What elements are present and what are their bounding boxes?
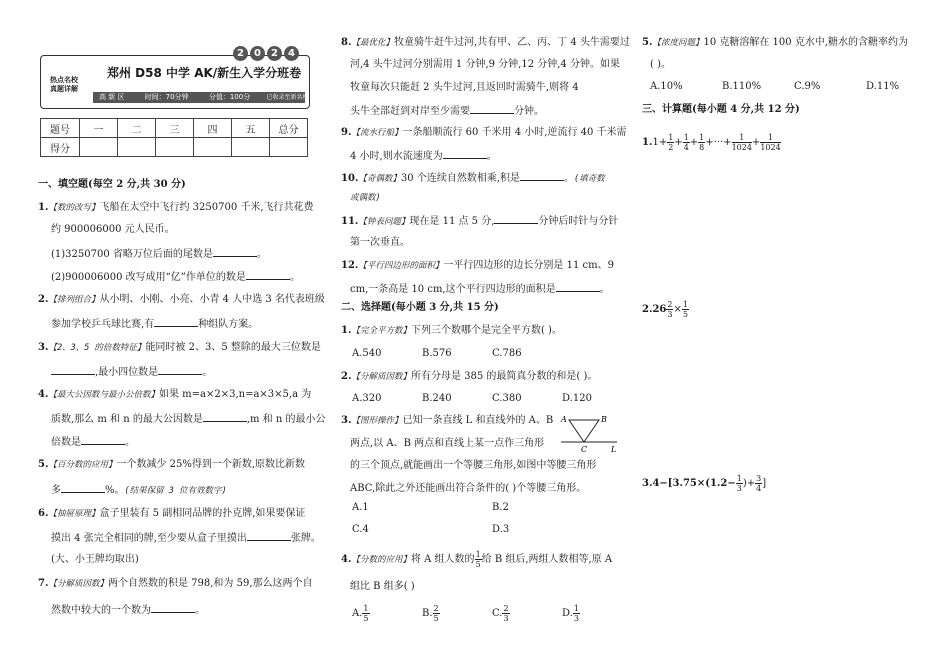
answer-blank[interactable] — [203, 411, 247, 422]
question-5-cont: 多 %。(结果保留 3 位有效数字) — [51, 482, 227, 498]
label-l: L — [611, 445, 617, 454]
fraction: $\frac{1}{3}$ — [736, 474, 742, 493]
question-5: 5.【百分数的应用】一个数减少 25%得到一个新数,原数比新数 — [38, 459, 306, 470]
question-2-cont: 参加学校乒乓球比赛,有 种组队方案。 — [51, 316, 258, 332]
hot-school-badge: 热点名校 真题详解 — [50, 76, 78, 93]
calc-1: 1.1+ $\frac{1}{2}$ + $\frac{1}{4}$ + $\frac{1}{8}$ +···+ $\frac{1}{1024}$ + $\frac{1}{1024}$ — [642, 133, 781, 152]
choice-option[interactable]: C.380 — [492, 393, 522, 404]
table-cell: 五 — [232, 119, 270, 138]
calc-3: 3.4−[3.75×(1.2− $\frac{1}{3}$ )+ $\frac{3}{4}$ ] — [642, 474, 767, 493]
fraction: $\frac{1}{1024}$ — [760, 133, 781, 152]
choice-5: 5.【浓度问题】10 克糖溶解在 100 克水中,糖水的含糖率约为 — [642, 37, 908, 48]
score-input-cell[interactable] — [194, 138, 232, 157]
choice-1: 1.【完全平方数】下列三个数哪个是完全平方数( )。 — [341, 325, 562, 336]
section-fill-blank: 一、填空题(每空 2 分,共 30 分) — [38, 179, 186, 190]
calc-2: 2.26 $\frac{2}{3}$ × $\frac{1}{5}$ — [642, 300, 688, 319]
fraction: $\frac{1}{8}$ — [699, 133, 705, 152]
label-b: B — [601, 415, 607, 424]
choice-option[interactable]: B. $\frac{2}{5}$ — [422, 604, 439, 623]
choice-option[interactable]: A.540 — [352, 348, 382, 359]
choice-option[interactable]: D.11% — [866, 81, 900, 92]
label-c: C — [581, 445, 588, 454]
exam-header — [40, 48, 310, 109]
answer-blank[interactable] — [154, 316, 198, 327]
year-digit: 2 — [233, 46, 248, 61]
question-4: 4.【最大公因数与最小公倍数】如果 m=a×2×3,n=a×3×5,a 为 — [38, 389, 312, 400]
answer-blank[interactable] — [247, 530, 291, 541]
question-10-cont: 或偶数) — [350, 193, 381, 203]
table-cell: 得分 — [41, 138, 80, 157]
year-digit: 2 — [267, 46, 282, 61]
question-9: 9.【流水行船】一条船顺流行 60 千米用 4 小时,逆流行 40 千米需 — [341, 127, 627, 138]
table-cell: 四 — [194, 119, 232, 138]
choice-option[interactable]: C.9% — [794, 81, 821, 92]
fraction: $\frac{1}{5}$ — [682, 300, 688, 319]
choice-option[interactable]: C.786 — [492, 348, 522, 359]
table-cell: 二 — [118, 119, 156, 138]
choice-2: 2.【分解质因数】所有分母是 385 的最简真分数的和是( )。 — [341, 371, 598, 382]
choice-3: 3.【图形操作】已知一条直线 L 和直线外的 A、B — [341, 415, 554, 426]
question-8-cont: 河,4 头牛过河分别需用 1 分钟,9 分钟,12 分钟,4 分钟。如果 — [350, 59, 620, 70]
answer-blank[interactable] — [158, 364, 202, 375]
choice-4-cont: 组比 B 组多( ) — [350, 581, 415, 592]
table-cell: 一 — [80, 119, 118, 138]
answer-blank[interactable] — [51, 364, 95, 375]
question-2: 2.【排列组合】从小明、小刚、小亮、小青 4 人中选 3 名代表班级 — [38, 294, 325, 305]
score-input-cell[interactable] — [232, 138, 270, 157]
answer-blank[interactable] — [151, 602, 195, 613]
question-1-part1: (1)3250700 省略万位后面的尾数是 。 — [51, 246, 267, 262]
choice-option[interactable]: D.120 — [562, 393, 592, 404]
choice-option[interactable]: B.110% — [722, 81, 762, 92]
fraction: $\frac{1}{2}$ — [668, 133, 674, 152]
choice-3-cont2: 的三个顶点,就能画出一个等腰三角形,如图中等腰三角形 — [350, 460, 597, 471]
choice-option[interactable]: A.10% — [650, 81, 683, 92]
choice-option[interactable]: D.3 — [492, 524, 510, 535]
answer-blank[interactable] — [494, 213, 538, 224]
score-table-header-row — [41, 119, 308, 138]
answer-blank[interactable] — [61, 482, 105, 493]
question-3-cont: ,最小四位数是 。 — [51, 364, 212, 380]
choice-option[interactable]: B.2 — [492, 502, 509, 513]
question-11-cont: 第一次垂直。 — [350, 237, 410, 248]
fraction: $\frac{1}{4}$ — [683, 133, 689, 152]
score-table — [40, 118, 308, 157]
score-table-score-row — [41, 138, 308, 157]
year-badge — [233, 46, 299, 61]
question-1-cont: 约 900006000 元人民币。 — [51, 224, 175, 235]
score-input-cell[interactable] — [118, 138, 156, 157]
choice-option[interactable]: B.576 — [422, 348, 452, 359]
answer-blank[interactable] — [213, 246, 257, 257]
choice-option[interactable]: D. $\frac{1}{3}$ — [562, 604, 579, 623]
question-8-cont2: 牧童每次只能赶 2 头牛过河,且返回时需骑牛,则将 4 — [350, 82, 579, 93]
question-6: 6.【抽屉原理】盒子里装有 5 副相同品牌的扑克牌,如果要保证 — [38, 508, 306, 519]
question-11: 11.【钟表问题】现在是 11 点 5 分, 分钟后时针与分针 — [341, 213, 618, 229]
question-4-cont: 质数,那么 m 和 n 的最大公因数是 ,m 和 n 的最小公 — [51, 411, 325, 427]
info-bar — [93, 92, 309, 103]
question-4-cont2: 倍数是 。 — [51, 434, 135, 450]
district: 高 新 区 — [99, 93, 125, 101]
table-cell: 总分 — [270, 119, 308, 138]
total-score: 分值：100分 — [208, 93, 251, 101]
choice-3-cont: 两点,以 A、B 两点和直线上某一点作三角形 — [350, 438, 545, 449]
source-tag: 已收录至新名校 — [266, 94, 309, 101]
question-7-cont: 然数中较大的一个数为 。 — [51, 602, 205, 618]
time-limit: 时间：70分钟 — [144, 93, 189, 101]
exam-title: 郑州 D58 中学 AK/新生入学分班卷 — [107, 66, 302, 80]
fraction: $\frac{1}{1024}$ — [731, 133, 752, 152]
table-cell: 三 — [156, 119, 194, 138]
answer-blank[interactable] — [470, 103, 514, 114]
question-8: 8.【最优化】牧童骑牛赶牛过河,共有甲、乙、丙、丁 4 头牛需要过 — [341, 37, 630, 48]
question-6-cont: 摸出 4 张完全相同的牌,至少要从盒子里摸出 张牌。 — [51, 530, 321, 546]
choice-option[interactable]: C.4 — [352, 524, 369, 535]
table-cell: 题号 — [41, 119, 80, 138]
year-digit: 4 — [284, 46, 299, 61]
question-3: 3.【2、3、5 的倍数特征】能同时被 2、3、5 整除的最大三位数是 — [38, 342, 321, 353]
choice-option[interactable]: A. $\frac{1}{5}$ — [352, 604, 369, 623]
answer-blank[interactable] — [443, 148, 487, 159]
answer-blank[interactable] — [556, 281, 600, 292]
answer-blank[interactable] — [81, 434, 125, 445]
question-6-note: (大、小王牌均取出) — [51, 554, 139, 565]
question-8-cont3: 头牛全部赶到对岸至少需要 分钟。 — [350, 103, 544, 119]
choice-option[interactable]: A.1 — [352, 502, 369, 513]
question-10: 10.【奇偶数】30 个连续自然数相乘,积是 。(填奇数 — [341, 170, 605, 186]
choice-4: 4.【分数的应用】将 A 组人数的 $\frac{1}{5}$ 给 B 组后,两组人数相等,原 A — [341, 550, 613, 569]
choice-option[interactable]: C. $\frac{2}{3}$ — [492, 604, 509, 623]
question-1: 1.【数的改写】飞船在太空中飞行约 3250700 千米,飞行共花费 — [38, 202, 314, 213]
choice-3-cont3: ABC,除此之外还能画出符合条件的( )个等腰三角形。 — [350, 483, 587, 494]
section-calculation: 三、计算题(每小题 4 分,共 12 分) — [642, 104, 800, 115]
score-input-cell[interactable] — [270, 138, 308, 157]
answer-blank[interactable] — [246, 269, 290, 280]
choice-option[interactable]: A.320 — [352, 393, 382, 404]
question-12: 12.【平行四边形的面积】一平行四边形的边长分别是 11 cm、9 — [341, 260, 614, 271]
score-input-cell[interactable] — [80, 138, 118, 157]
choice-5-cont: ( )。 — [650, 59, 671, 70]
question-12-cont: cm,一条高是 10 cm,这个平行四边形的面积是 。 — [350, 281, 610, 297]
fraction: $\frac{1}{5}$ — [475, 550, 481, 569]
fraction: $\frac{3}{4}$ — [756, 474, 762, 493]
year-digit: 0 — [250, 46, 265, 61]
choice-option[interactable]: B.240 — [422, 393, 452, 404]
section-choice: 二、选择题(每小题 3 分,共 15 分) — [341, 302, 499, 313]
triangle-abc — [569, 420, 599, 442]
score-input-cell[interactable] — [156, 138, 194, 157]
question-7: 7.【分解质因数】两个自然数的积是 798,和为 59,那么这两个自 — [38, 578, 313, 589]
isosceles-triangle-diagram — [557, 412, 619, 456]
fraction: $\frac{2}{3}$ — [667, 300, 673, 319]
question-1-part2: (2)900006000 改写成用“亿”作单位的数是 。 — [51, 269, 300, 285]
answer-blank[interactable] — [520, 170, 564, 181]
label-a: A — [561, 415, 567, 424]
question-9-cont: 4 小时,则水流速度为 。 — [350, 148, 497, 164]
